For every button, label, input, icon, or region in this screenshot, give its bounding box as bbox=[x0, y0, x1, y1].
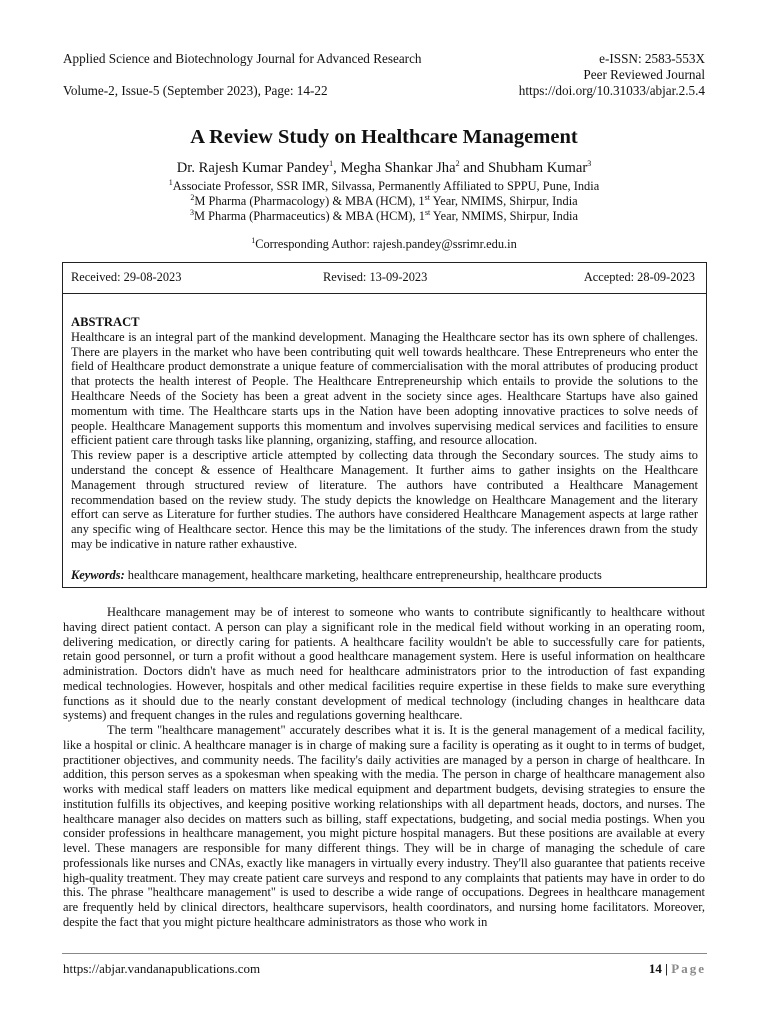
doi-link[interactable]: https://doi.org/10.31033/abjar.2.5.4 bbox=[518, 83, 705, 98]
body-paragraph-1: Healthcare management may be of interest to someone who wants to contribute significantly to healthcare without having direct patient contact. A person can play a significant role in the medical field without working in an operating room, delivering medication, or directly caring for patients. A healthcare facility wouldn't be able to successfully care for patients, retain good personnel, or turn a profit without a good healthcare management system. Here is useful information on healthcare administration. Doctors didn't have as much need for healthcare administrators prior to the introduction of fast expanding medical technologies. However, hospitals and other medical facilities require expertise in these fields to make sure everything functions as it should due to the nearly constant development of medical technology (including changes in healthcare data systems) and frequent changes in the rules and regulations governing healthcare. bbox=[63, 605, 705, 723]
volume-info: Volume-2, Issue-5 (September 2023), Page: 14-22 bbox=[63, 83, 328, 98]
affiliation-1 bbox=[0, 179, 768, 194]
author-1: Dr. Rajesh Kumar Pandey bbox=[176, 160, 330, 176]
affiliation-1-text: Associate Professor, SSR IMR, Silvassa, Permanently Affiliated to SPPU, Pune, India bbox=[172, 179, 600, 193]
eissn: e-ISSN: 2583-553X bbox=[599, 51, 705, 66]
corresponding-sup: 1 bbox=[251, 235, 256, 245]
revised-date: Revised: 13-09-2023 bbox=[323, 270, 428, 284]
affiliation-2-ordinal: st bbox=[424, 192, 430, 202]
abstract-box bbox=[62, 293, 707, 588]
dates-box bbox=[62, 262, 707, 294]
accepted-date: Accepted: 28-09-2023 bbox=[583, 270, 695, 284]
abstract-paragraph-2: This review paper is a descriptive article attempted by collecting data through the Secondary sources. The study aims to understand the concept & essence of Healthcare Management. It further aims to gather insights on the Healthcare Management through structured review of literature. The authors have contributed a Healthcare Management recommendation based on the review study. The study depicts the knowledge on Healthcare Management and the literary effort can serve as Literature for further studies. The authors have considered Healthcare Management aspects at large rather any specific wing of Healthcare sector. Hence this may be the limitations of the study. The inferences drawn from the study may be indicative in nature rather exhaustive. bbox=[71, 448, 698, 551]
header-right-block bbox=[519, 51, 705, 99]
peer-review-label: Peer Reviewed Journal bbox=[583, 67, 705, 82]
affiliation-3-ordinal: st bbox=[424, 207, 431, 217]
received-date: Received: 29-08-2023 bbox=[71, 270, 182, 284]
affiliation-2-sup: 2 bbox=[190, 192, 195, 202]
page-label: Page bbox=[671, 961, 706, 976]
author-2: Megha Shankar Jha bbox=[340, 160, 456, 176]
author-2-sup: 2 bbox=[455, 159, 460, 169]
abstract-content bbox=[71, 315, 698, 552]
affiliation-3-text-a: M Pharma (Pharmaceutics) & MBA (HCM), 1 bbox=[194, 209, 425, 223]
author-3-sup: 3 bbox=[587, 159, 592, 169]
affiliation-3 bbox=[0, 209, 768, 224]
footer-url-link[interactable]: https://abjar.vandanapublications.com bbox=[63, 961, 261, 976]
affiliation-1-sup: 1 bbox=[168, 177, 173, 187]
corresponding-author bbox=[0, 237, 768, 252]
author-3: and Shubham Kumar bbox=[463, 160, 588, 176]
footer-divider bbox=[62, 953, 707, 954]
affiliation-2-text-a: M Pharma (Pharmacology) & MBA (HCM), 1 bbox=[194, 194, 425, 208]
affiliation-3-text-b: Year, NMIMS, Shirpur, India bbox=[430, 209, 578, 223]
affiliation-2-text-b: Year, NMIMS, Shirpur, India bbox=[429, 194, 578, 208]
abstract-paragraph-1: Healthcare is an integral part of the mankind development. Managing the Healthcare sector has its own sphere of challenges. There are players in the market who have been contributing quit well towards healthcare. These Entrepreneurs who enter the field of Healthcare product demonstrate a unique feature of commercialisation with the moral attributes of producing product that protects the health interest of People. The Healthcare Entrepreneurship which entails to provide the solutions to the Healthcare Needs of the Society has been a great advent in the society since ages. Healthcare Startups have also gained momentum with time. The Healthcare starts ups in the Nation have been adopting innovative practices to solve needs of people. Healthcare Management supports this momentum and involves supervising medical services and facilities to ensure efficient patient care through tasks like planning, organizing, staffing, and resource allocation. bbox=[71, 329, 698, 448]
author-list: Dr. Rajesh Kumar Pandey$^1$, Megha Shankar Jha$^2$ and Shubham Kumar$^3$ bbox=[176, 159, 592, 176]
body-paragraph-2: The term "healthcare management" accurately describes what it is. It is the general management of a medical facility, like a hospital or clinic. A healthcare manager is in charge of making sure a facility is operating as it ought to in terms of budget, practitioner objectives, and community needs. The facility's daily activities are managed by a person in charge of healthcare. In addition, this person serves as a spokesman when speaking with the media. The person in charge of healthcare management also works with medical staff leaders on matters like medical equipment and department budgets, devising strategies to ensure the institution fulfills its objectives, and keeping positive working relationships with all department heads, doctors, and nurses. The healthcare manager also decides on matters such as billing, staff expectations, budgeting, and social media postings. When you consider professions in healthcare management, you might picture hospital managers. But these positions are available at every level. These managers are responsible for many different things. They will be in charge of managing the schedule of care professionals like nurses and CNAs, exactly like managers in virtually every industry. They'll also guarantee that patients receive high-quality treatment. They may create patient care surveys and respond to any complaints that patients may have in order to do this. The phrase "healthcare management" is used to describe a wide range of occupations. Degrees in healthcare management are frequently held by clinical directors, healthcare supervisors, health coordinators, and nursing home facilitators. Moreover, despite the fact that you might picture healthcare administrators as those who work in bbox=[63, 723, 705, 929]
footer-page-number bbox=[649, 961, 706, 977]
keywords-label: Keywords: bbox=[71, 568, 125, 582]
keywords-line bbox=[71, 568, 698, 583]
journal-name: Applied Science and Biotechnology Journal for Advanced Research bbox=[63, 51, 422, 66]
keywords-list: healthcare management, healthcare marketing, healthcare entrepreneurship, healthcare products bbox=[124, 568, 602, 582]
page-separator: | bbox=[665, 961, 669, 976]
body-text bbox=[63, 605, 705, 930]
affiliation-2 bbox=[0, 194, 768, 209]
corresponding-text: Corresponding Author: rajesh.pandey@ssrimr.edu.in bbox=[255, 237, 517, 251]
abstract-heading: ABSTRACT bbox=[71, 315, 140, 329]
affiliation-3-sup: 3 bbox=[190, 207, 195, 217]
page-number: 14 bbox=[648, 961, 662, 976]
paper-title: A Review Study on Healthcare Management bbox=[190, 126, 578, 148]
author-1-sup: 1 bbox=[329, 159, 334, 169]
